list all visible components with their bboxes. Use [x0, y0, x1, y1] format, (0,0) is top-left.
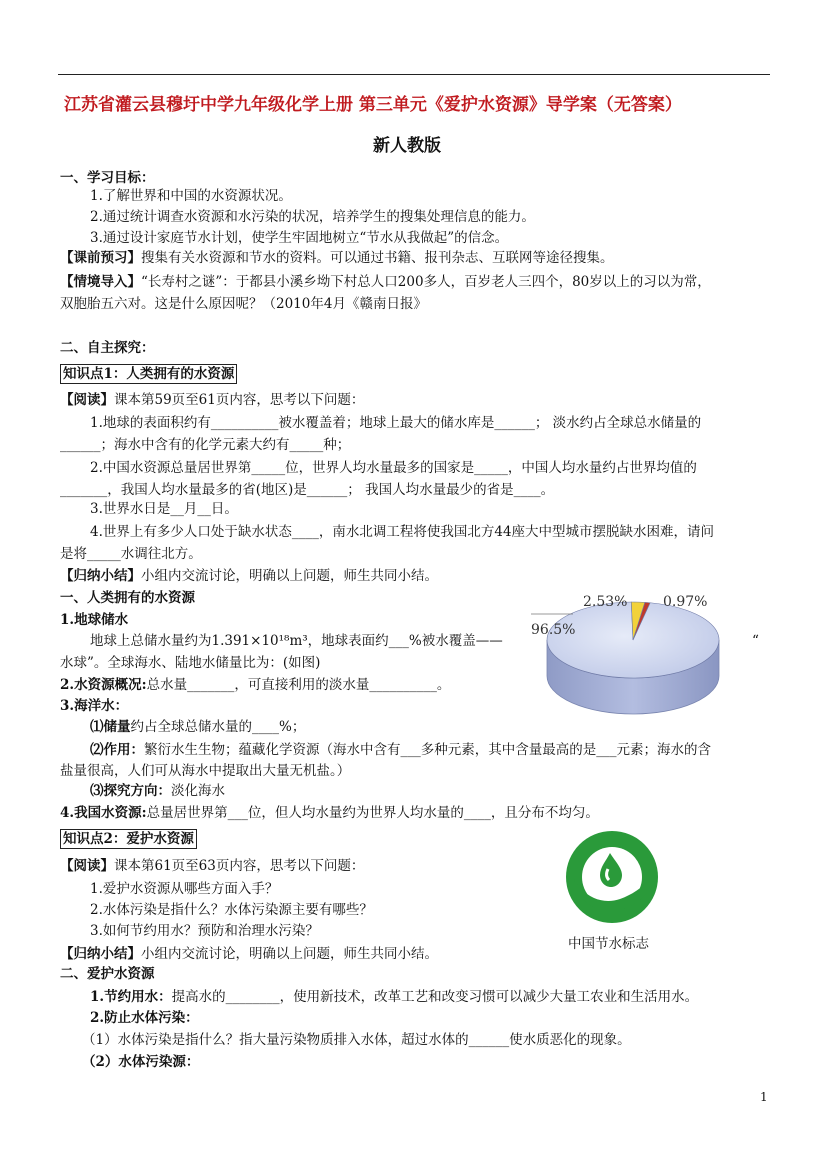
- save-water-text: 提高水的________，使用新技术，改革工艺和改变习惯可以减少大量工农业和生活用水。: [171, 989, 699, 1005]
- intro-line-2: 双胞胎五六对。这是什么原因呢？（2010年4月《赣南日报》: [60, 296, 427, 312]
- knowledge-point-1: [60, 364, 237, 384]
- question-protect-3: 3.如何节约用水？预防和治理水污染？: [90, 923, 319, 939]
- china-water: [60, 803, 599, 823]
- read-label: 【阅读】: [60, 858, 114, 874]
- water-saving-logo: [562, 827, 662, 927]
- doc-subtitle: 新人教版: [373, 136, 441, 156]
- earth-storage-text-2: 水球”。全球海水、陆地水储量比为：(如图): [60, 655, 321, 671]
- summary-label: 【归纳小结】: [60, 568, 141, 584]
- knowledge-point-2: [60, 829, 197, 849]
- intro-text: “长寿村之谜”：于都县小溪乡坳下村总人口200多人，百岁老人三四个，80岁以上的习以为常，: [141, 274, 711, 290]
- read-text: 课本第61页至63页内容，思考以下问题：: [114, 858, 365, 874]
- question-2-cont: _______，我国人均水量最多的省(地区)是______； 我国人均水量最少的省是____。: [60, 482, 555, 498]
- intro-line: [60, 272, 711, 292]
- question-2: 2.中国水资源总量居世界第_____位，世界人均水量最多的国家是_____，中国人均水量约占世界均值的: [90, 460, 697, 476]
- knowledge-point-label: 知识点1：人类拥有的水资源: [60, 364, 237, 384]
- read-label: 【阅读】: [60, 392, 114, 408]
- ocean-storage: [90, 717, 305, 737]
- earth-quote-mark: “: [752, 633, 759, 649]
- question-1: 1.地球的表面积约有__________被水覆盖着；地球上最大的储水库是______； 淡水约占全球总水储量的: [90, 415, 702, 431]
- goal-item: 2.通过统计调查水资源和水污染的状况，培养学生的搜集处理信息的能力。: [90, 209, 535, 225]
- section-heading-goals: 一、学习目标：: [60, 170, 155, 186]
- pie-label: 2.53%: [583, 594, 628, 610]
- heading-water-owned: 一、人类拥有的水资源: [60, 590, 195, 606]
- ocean-direction: [90, 781, 225, 801]
- summary-line: [60, 566, 438, 586]
- preview-label: 【课前预习】: [60, 250, 141, 266]
- heading-earth-storage: 1.地球储水: [60, 612, 129, 628]
- section-heading-explore: 二、自主探究：: [60, 340, 155, 356]
- pie-label: 96.5%: [531, 622, 576, 638]
- read-text: 课本第59页至61页内容，思考以下问题：: [114, 392, 365, 408]
- knowledge-point-label: 知识点2：爱护水资源: [60, 829, 197, 849]
- ocean-role: [90, 740, 711, 760]
- intro-label: 【情境导入】: [60, 274, 141, 290]
- doc-title: 江苏省灌云县穆圩中学九年级化学上册 第三单元《爱护水资源》导学案（无答案）: [64, 95, 682, 115]
- water-distribution-pie-chart: [523, 568, 723, 718]
- ocean-role-label: ⑵作用：: [90, 742, 144, 758]
- save-water: [90, 987, 698, 1007]
- pie-label: 0.97%: [663, 594, 708, 610]
- question-4-cont: 是将_____水调往北方。: [60, 546, 202, 562]
- read-line-2: [60, 856, 364, 876]
- logo-caption: 中国节水标志: [568, 936, 649, 952]
- pie-top: [547, 602, 719, 678]
- heading-protect: 二、爱护水资源: [60, 966, 155, 982]
- pollution-sources: （2）水体污染源：: [82, 1054, 200, 1070]
- read-line: [60, 390, 364, 410]
- ocean-role-cont: 盐量很高，人们可从海水中提取出大量无机盐。）: [60, 763, 351, 779]
- heading-ocean: 3.海洋水：: [60, 698, 129, 714]
- save-water-label: 1.节约用水：: [90, 989, 172, 1005]
- question-3: 3.世界水日是__月__日。: [90, 501, 238, 517]
- ocean-storage-text: 约占全球总储水量的____%；: [130, 719, 306, 735]
- water-overview: [60, 675, 450, 695]
- page-number: 1: [760, 1090, 768, 1104]
- water-overview-text: 总水量_______，可直接利用的淡水量__________。: [146, 677, 451, 693]
- question-protect-2: 2.水体污染是指什么？水体污染源主要有哪些？: [90, 902, 373, 918]
- summary-label: 【归纳小结】: [60, 946, 141, 962]
- china-water-text: 总量居世界第___位，但人均水量约为世界人均水量的____，且分布不均匀。: [146, 805, 599, 821]
- earth-storage-text: 地球上总储水量约为1.391×10¹⁸m³，地球表面约___%被水覆盖——: [90, 633, 503, 649]
- ocean-storage-label: ⑴储量: [90, 719, 131, 735]
- ocean-direction-text: 淡化海水: [171, 783, 225, 799]
- top-rule: [58, 74, 770, 75]
- preview-line: [60, 248, 614, 268]
- water-overview-label: 2.水资源概况:: [60, 677, 147, 693]
- summary-line-2: [60, 944, 438, 964]
- prevent-pollution-heading: 2.防止水体污染：: [90, 1010, 199, 1026]
- question-1-cont: ______；海水中含有的化学元素大约有_____种；: [60, 437, 351, 453]
- china-water-label: 4.我国水资源:: [60, 805, 147, 821]
- ocean-direction-label: ⑶探究方向：: [90, 783, 171, 799]
- pollution-definition: （1）水体污染是指什么？指大量污染物质排入水体，超过水体的______使水质恶化的现象。: [82, 1032, 631, 1048]
- question-protect-1: 1.爱护水资源从哪些方面入手？: [90, 881, 279, 897]
- goal-item: 1.了解世界和中国的水资源状况。: [90, 188, 292, 204]
- preview-text: 搜集有关水资源和节水的资料。可以通过书籍、报刊杂志、互联网等途径搜集。: [141, 250, 614, 266]
- ocean-role-text: 繁衍水生生物；蕴藏化学资源（海水中含有___多种元素，其中含量最高的是___元素；海水的含: [144, 742, 711, 758]
- summary-text: 小组内交流讨论，明确以上问题，师生共同小结。: [141, 568, 438, 584]
- goal-item: 3.通过设计家庭节水计划，使学生牢固地树立“节水从我做起”的信念。: [90, 230, 509, 246]
- question-4: 4.世界上有多少人口处于缺水状态____，南水北调工程将使我国北方44座大中型城市摆脱缺水困难，请问: [90, 524, 715, 540]
- summary-text: 小组内交流讨论，明确以上问题，师生共同小结。: [141, 946, 438, 962]
